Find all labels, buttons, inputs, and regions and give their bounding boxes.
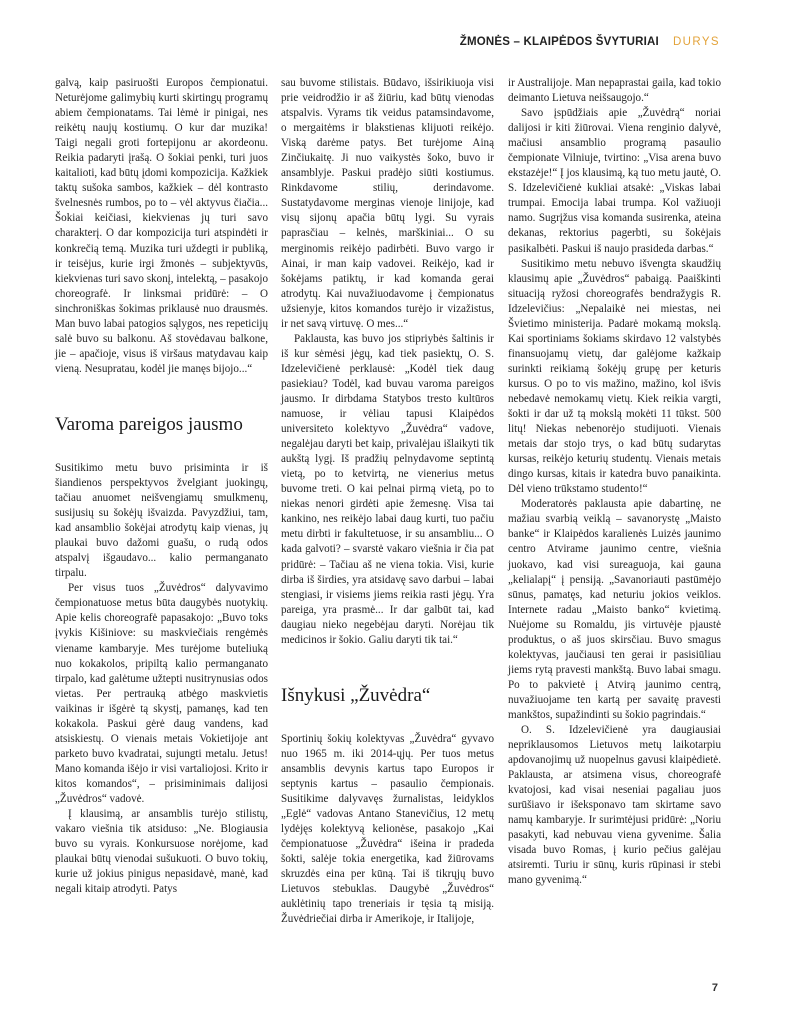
- section-heading: Išnykusi „Žuvėdra“: [281, 684, 431, 706]
- paragraph: Savo įspūdžiais apie „Žuvėdrą“ noriai dalijosi ir kiti žiūrovai. Viena renginio dalyvė, mačiusi ansamblio programą pasaulio čempionate Vilniuje, tvirtino: „Visa arena buvo ekstazėje!“ Į jos klausimą, ką tuo metu jautė, O. S. Idzelevičienė kukliai atsakė: „Viskas labai trumpai. Emocija labai trumpa. Kol važiuoji namo. Sugrįžus visa komanda susirenka, ateina dekanas, rektorius pagerbti, su šokėjais pasikalbėti. Paskui iš naujo prasideda darbas.“: [508, 107, 721, 255]
- paragraph: galvą, kaip pasiruošti Europos čempionatui. Neturėjome galimybių kurti skirtingų programų abiem čempionatams. Tai lėmė ir pinigai, nes reikėtų naujų kostiumų. O kur dar muzika! Taigi negali groti fortepijonu ar akordeonu. Reikia padaryti įrašą. O šokiai penki, turi juos kaitalioti, kad būtų įdomi kompozicija. Kažkiek taktų sušoka sambos, kažkiek – dėl kontrasto švelnesnės rumbos, po to – vėl aktyvus čiačia... Šokiai keičiasi, kiekvienas jų turi savo charakterį. O dar kompozicija turi atspindėti ir konkrečią temą. Muzika turi uždegti ir publiką, ir teisėjus, kurie irgi žmonės – subjektyvūs, kiekvienas turi savo skonį, intelektą, – pasakojo choreografė. Ir linksmai pridūrė: – O sinchroniškas šokimas priklausė nuo drausmės. Man buvo labai patogios sąlygos, nes repeticijų salė buvo su balkonu. Aš stovėdavau balkone, jie – apačioje, visus iš viršaus matydavau kaip vieną. Nesupratau, kodėl jie manęs bijojo...“: [55, 77, 268, 375]
- paragraph: Sportinių šokių kolektyvas „Žuvėdra“ gyvavo nuo 1965 m. iki 2014-ųjų. Per tuos metus ansamblis devynis kartus tapo Europos ir septynis kartus – pasaulio čempionais. Susitikime dalyvavęs žurnalistas, leidyklos „Eglė“ vadovas Antano Stanevičius, 12 metų lydėjęs kolektyvą kelionėse, pasakojo „Kai čempionatuose „Žuvėdra“ išeina ir pradeda šokti, salėje tokia energetika, kad žiūrovams skruzdės eina per kūną. Tai iš tikrųjų buvo Lietuvos stebuklas. Daugybė „Žuvėdros“ auklėtinių tapo treneriais ir tęsia tą misiją. Žuvėdriečiai dirba ir Amerikoje, ir Italijoje,: [281, 732, 494, 926]
- paragraph: Moderatorės paklausta apie dabartinę, ne mažiau svarbią veiklą – savanorystę „Maisto banke“ ir Klaipėdos karalienės Luizės jaunimo centro Atvirame jaunimo centre, viešnia juokavo, kad visi sureaguoja, kai gauna „kelialapį“ į pensiją. „Savanoriauti pastūmėjo sūnus, pamatęs, kad neturiu jokios veiklos. Internete radau „Maisto banko“ kvietimą. Nuėjome su Romaldu, jis virtuvėje pjaustė produktus, o aš juos skirsčiau. Buvo smagus kolektyvas, jaučiausi ten gerai ir pasisiūliau jiems rytą pravesti mankštą. Buvo labai smagu. Po to pakvietė į Atvirą jaunimo centrą, nuvažiuojame ten kartą per savaitę pravesti mankštos, supažindinti su šokio pagrindais.“: [508, 498, 721, 721]
- paragraph: Per visus tuos „Žuvėdros“ dalyvavimo čempionatuose metus būta daugybės nuotykių. Apie kelis choreografė papasakojo: „Buvo toks įvykis Kišiniove: su maskviečiais rengėmės viename kambaryje. Mes turėjome buteliuką nuo kokakolos, pripiltą kalio permanganato tirpalo, kad galėtume užtepti nusitrynusias odos vietas. Per pertrauką atbėgo maskvietis vaikinas ir išgėrė tą skystį, pamanęs, kad ten kokakola. Paskui gėrė daug vandens, kad atsiskiestų. O vienais metais Vokietijoje ant parketo buvo kvadratai, sujungti metalu. Jetus! Mano komanda išėjo ir visi vartaliojosi. Krito ir kitos komandos“, – prisiminimais dalijosi „Žuvėdros“ vadovė.: [55, 582, 268, 805]
- page-number: 7: [711, 982, 718, 994]
- paragraph: Susitikimo metu buvo prisiminta ir iš šiandienos perspektyvos žvelgiant juokingų, tačiau anuomet neišvengiamų smulkmenų, susijusių su šokėjų išvaizda. Pavyzdžiui, tam, kad ansamblio šokėjai atrodytų kaip vienas, jų plaukai buvo dažomi guašu, o rudą odos atspalvį išgaudavo... kalio permanganato tirpalu.: [55, 461, 268, 580]
- article-column-1: [55, 76, 268, 897]
- section-title: ŽMONĖS – KLAIPĖDOS ŠVYTURIAI: [459, 36, 659, 48]
- paragraph: Į klausimą, ar ansamblis turėjo stilistų, vakaro viešnia tik atsiduso: „Ne. Blogiausia buvo su vyrais. Konkursuose norėjome, kad plaukai būtų vienodai sušukuoti. O buvo tokių, kurie už jokius pinigus nepasidavė, manė, kad negali kitaip atrodyti. Patys: [55, 808, 268, 896]
- article-column-2: [281, 76, 494, 927]
- paragraph: Paklausta, kas buvo jos stipriybės šaltinis ir iš kur sėmėsi jėgų, kad tiek pasiektų, O. S. Idzelevičienė perklausė: „Kodėl tiek daug pasiekiau? Todėl, kad buvau varoma pareigos jausmo. Ir dirbdama Statybos tresto kultūros namuose, ir vėliau tapusi Klaipėdos universiteto kolektyvo „Žuvėdra“ vadove, negalėjau daryti bet kaip, privalėjau išlaikyti tik aukštą lygį. Iš pradžių pelnydavome septintą vietą, po to ketvirtą, ne vienerius metus buvome treti. O kai pelnai pirmą vietą, po to niekas nenori girdėti apie žemesnę. Visa tai kankino, nes reikėjo labai daug kurti, tuo pačiu metu dirbti ir fakultetuose, ir su ansambliu... O kada galvoti? – svarstė vakaro viešnia ir čia pat pridūrė: – Tačiau aš ne viena tokia. Visi, kurie dirba iš širdies, yra atsidavę savo darbui – labai stengiasi, ir visiems jiems reikia rasti jėgų. Yra pareiga, yra prasmė... Ir dar galbūt tai, kad daugiau nieko negebėjau daryti. Norėjau tik medicinos ir šokio. Galiu daryti tik tai.“: [281, 332, 494, 646]
- article-column-3: [508, 76, 721, 889]
- paragraph: sau buvome stilistais. Būdavo, išsirikiuoja visi prie veidrodžio ir aš žiūriu, kad būtų vienodas atspalvis. Vyrams tik veidus patamsindavome, o mergaitėms ir blakstienas klijuoti reikėjo. Viską darėme patys. Bet turėjome Ainą Zinčiukaitę. Ji nuo vaikystės šoko, buvo ir ansamblyje. Paskui pradėjo siūti kostiumus. Rinkdavome stilių, derindavome. Sustatydavome merginas vienoje linijoje, kad visų sijonų apačia būtų lygi. Su vyrais paprasčiau – kelnės, marškiniai... O su merginomis reikėjo padirbėti. Buvo vargo ir Ainai, ir man kaip vadovei. Reikėjo, kad ir šokėjams patiktų, ir kad komanda gerai atrodytų. Kai nuvažiuodavome į čempionatus užsienyje, kitos komandos turėjo ir vizažistus, ir net savą virtuvę. O mes...“: [281, 77, 494, 330]
- paragraph: ir Australijoje. Man nepaprastai gaila, kad tokio deimanto Lietuva neišsaugojo.“: [508, 77, 721, 105]
- page-header: [460, 36, 720, 48]
- magazine-brand: DURYS: [672, 36, 720, 48]
- paragraph: Susitikimo metu nebuvo išvengta skaudžių klausimų apie „Žuvėdros“ pabaigą. Paaiškinti situaciją ryžosi choreografės bendražygis R. Idzelevičius: „Nepalaikė nei miestas, nei Švietimo ministerija. Padarė mokamą mokslą. Kai sportiniams šokiams skirdavo 12 valstybės finansuojamų vietų, dar galėjome kažkaip surinkti reikiamą šokėjų grupę per keturis kursus. O po to vis mažino, mažino, kol išvis nebedavė nemokamų vietų. Kiek reikia vargti, šokti ir dar už tą mokslą mokėti 11 tūkst. 500 litų! Niekas nebenorėjo studijuoti. Vienais metais dar stojo trys, o kad būtų sudarytas kursas, reikėjo keturių studentų. Vienais metais dingo kursas, kitais ir katedra buvo panaikinta. Dėl vieno trūkstamo studento!“: [508, 257, 721, 496]
- paragraph: O. S. Idzelevičienė yra daugiausiai nepriklausomos Lietuvos metų laikotarpiu apdovanojimų už nuopelnus gavusi klaipėdietė. Paklausta, ar atsimena visus, choreografė kvatojosi, kad visai neseniai pagaliau juos surūšiavo ir išeksponavo tam skirtame savo namų kambaryje. Ir surimtėjusi pridūrė: „Noriu pasakyti, kad nebuvau viena gyvenime. Šalia visada buvo Romas, į kurio pečius galėjau atsiremti. Turiu ir sūnų, kuris rūpinasi ir stebi mano gyvenimą.“: [508, 724, 721, 887]
- section-heading: Varoma pareigos jausmo: [55, 413, 243, 435]
